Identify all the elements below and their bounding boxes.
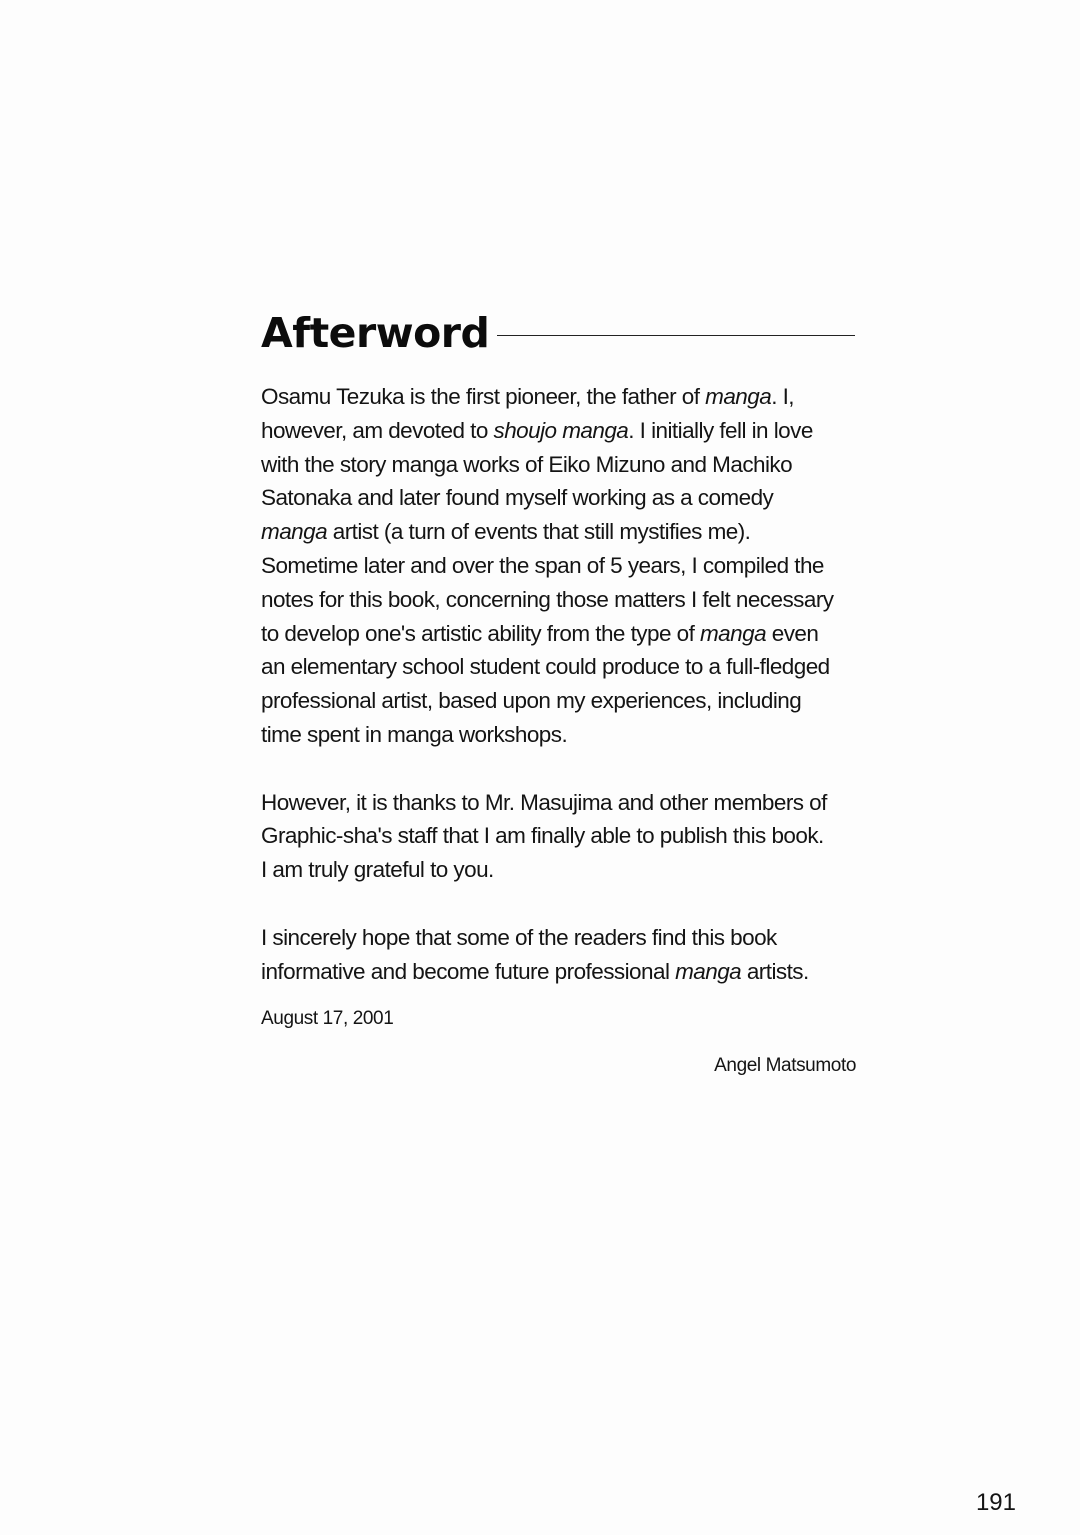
page-title: Afterword bbox=[261, 309, 490, 357]
text-line: an elementary school student could produce to a full-fledged bbox=[261, 654, 830, 680]
text-line: Satonaka and later found myself working as a comedy bbox=[261, 485, 774, 511]
text-line: I am truly grateful to you. bbox=[261, 857, 494, 883]
text-line: with the story manga works of Eiko Mizuno and Machiko bbox=[261, 451, 793, 477]
text-line: time spent in manga workshops. bbox=[261, 721, 568, 747]
text-line: manga artist (a turn of events that still mystifies me). bbox=[261, 519, 751, 545]
text-line: informative and become future professional manga artists. bbox=[261, 958, 809, 984]
text-line: professional artist, based upon my experiences, including bbox=[261, 688, 802, 714]
text-line: however, am devoted to shoujo manga. I initially fell in love bbox=[261, 417, 813, 443]
date-line: August 17, 2001 bbox=[261, 1008, 394, 1029]
heading-row bbox=[261, 308, 855, 358]
text-line: notes for this book, concerning those matters I felt necessary bbox=[261, 586, 834, 612]
text-line: Osamu Tezuka is the first pioneer, the father of manga. I, bbox=[261, 384, 794, 409]
paragraph-2 bbox=[261, 786, 861, 887]
body-text bbox=[261, 380, 861, 988]
text-line: Sometime later and over the span of 5 years, I compiled the bbox=[261, 552, 824, 578]
text-line: Graphic-sha's staff that I am finally able to publish this book. bbox=[261, 823, 824, 849]
author-signature: Angel Matsumoto bbox=[714, 1055, 856, 1076]
paragraph-1 bbox=[261, 380, 861, 752]
text-line: to develop one's artistic ability from the type of manga even bbox=[261, 620, 819, 646]
paragraph-3 bbox=[261, 921, 861, 989]
text-line: However, it is thanks to Mr. Masujima and other members of bbox=[261, 789, 827, 815]
heading-rule bbox=[497, 335, 855, 336]
page-number: 191 bbox=[975, 1489, 1016, 1516]
text-line: I sincerely hope that some of the readers find this book bbox=[261, 924, 777, 950]
